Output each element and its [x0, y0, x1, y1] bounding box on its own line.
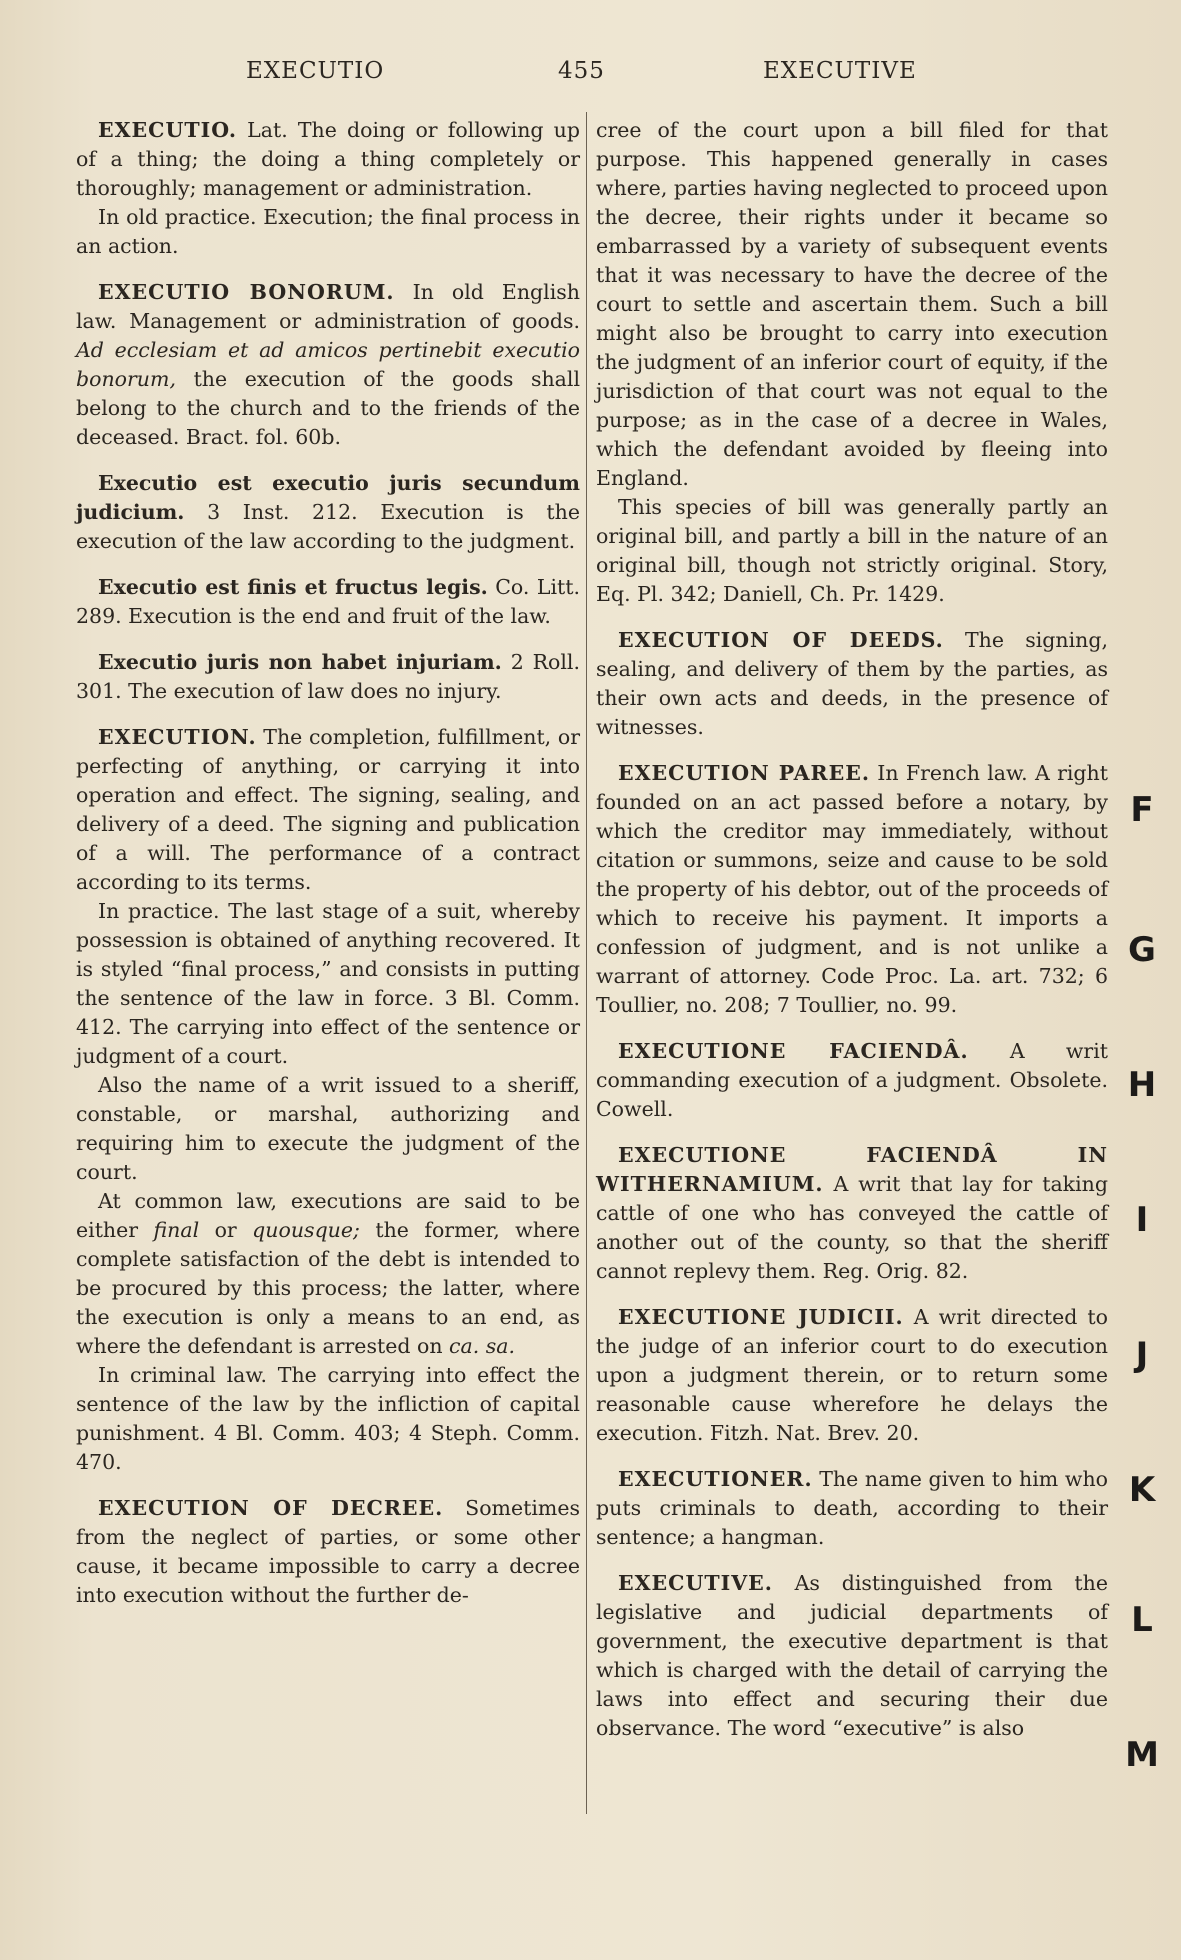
definition-paragraph-common-law — [76, 1187, 580, 1361]
maxim: Executio est finis et fructus legis. — [98, 575, 488, 599]
maxim: Executio juris non habet injuriam. — [98, 650, 502, 674]
latin-phrase: Ad ecclesiam et ad amicos pertinebit executio bonorum, — [76, 338, 580, 391]
definition: Sometimes from the neglect of parties, or some other cause, it became impossible to carry a decree into execution without the further de- — [76, 1496, 580, 1607]
latin-term: final — [153, 1218, 200, 1242]
definition: The signing, sealing, and delivery of them by the parties, as their own acts and deeds, in the presence of witnesses. — [596, 628, 1108, 739]
entry-execution — [76, 723, 580, 1477]
definition: The completion, fulfillment, or perfecting of anything, or carrying it into operation and effect. The signing, sealing, and delivery of a deed. The signing and publication of a will. The performance of a contract according to its terms. — [76, 725, 580, 894]
entry-execution-of-decree-continued — [596, 116, 1108, 609]
definition-paragraph: In criminal law. The carrying into effect the sentence of the law by the infliction of capital punishment. 4 Bl. Comm. 403; 4 Steph. Comm. 470. — [76, 1363, 580, 1474]
entry-executioner — [596, 1465, 1108, 1552]
definition-continued: the execution of the goods shall belong to the church and to the friends of the deceased. Bract. fol. 60b. — [76, 367, 580, 449]
thumb-index-letter[interactable]: H — [1127, 1065, 1157, 1105]
thumb-index-letter[interactable]: F — [1130, 790, 1154, 830]
maxim-translation: Co. Litt. 289. Execution is the end and fruit of the law. — [76, 575, 580, 628]
thumb-index-letter[interactable]: K — [1128, 1470, 1156, 1510]
thumb-index-letter[interactable]: M — [1125, 1735, 1159, 1775]
entry-execution-paree — [596, 759, 1108, 1020]
definition: In French law. A right founded on an act passed before a notary, by which the creditor may immediately, without citation or summons, seize and cause to be sold the property of his debtor, out of the proceeds of which to receive his payment. It imports a confession of judgment, and is not unlike a warrant of attorney. Code Proc. La. art. 732; 6 Toullier, no. 208; 7 Toullier, no. 99. — [596, 761, 1109, 1017]
definition: A writ directed to the judge of an inferior court to do execution upon a judgment therein, or to return some reasonable cause wherefore he delays the execution. Fitzh. Nat. Brev. 20. — [596, 1305, 1108, 1445]
headword: EXECUTIO. — [98, 118, 237, 142]
headword: EXECUTION OF DECREE. — [98, 1496, 444, 1520]
entry-execution-of-deeds — [596, 626, 1108, 742]
headword: EXECUTIVE. — [618, 1571, 773, 1595]
column-divider — [586, 112, 587, 1814]
headword: EXECUTIONE JUDICII. — [618, 1305, 904, 1329]
headword: EXECUTION. — [98, 725, 257, 749]
maxim-translation: 2 Roll. 301. The execution of law does no injury. — [76, 650, 581, 703]
headword: EXECUTIONE FACIENDÂ. — [618, 1039, 969, 1063]
thumb-index-letter[interactable]: L — [1131, 1600, 1153, 1640]
thumb-index-letter[interactable]: G — [1128, 930, 1156, 970]
running-header — [0, 58, 1181, 94]
definition-continued: cree of the court upon a bill filed for that purpose. This happened generally in cases where, parties having neglected to proceed upon the decree, their rights under it became so embarrassed by a variety of subsequent events that it was necessary to have the decree of the court to settle and ascertain them. Such a bill might also be brought to carry into execution the judgment of an inferior court of equity, if the jurisdiction of that court was not equal to the purpose; as in the case of a decree in Wales, which the defendant avoided by fleeing into England. — [596, 118, 1108, 490]
headword: EXECUTIONER. — [618, 1467, 813, 1491]
text-run: the former, where complete satisfaction of the debt is intended to be procured by this process; the latter, where the execution is only a means to an end, as where the defendant is arrested on — [76, 1218, 580, 1358]
definition: The name given to him who puts criminals to death, according to their sentence; a hangman. — [596, 1467, 1108, 1549]
entry-executive — [596, 1569, 1108, 1743]
entry-maxim-1 — [76, 469, 580, 556]
latin-term: quousque; — [252, 1218, 360, 1242]
thumb-index-letter[interactable]: J — [1135, 1335, 1149, 1375]
definition-paragraph: Also the name of a writ issued to a sheriff, constable, or marshal, authorizing and requiring him to execute the judgment of the court. — [76, 1073, 580, 1184]
entry-executio-bonorum — [76, 278, 580, 452]
headword: EXECUTION PAREE. — [618, 761, 870, 785]
header-left-guide-word: EXECUTIO — [246, 58, 385, 84]
definition: A writ that lay for taking cattle of one who has conveyed the cattle of another out of the county, so that the sheriff cannot replevy them. Reg. Orig. 82. — [596, 1172, 1108, 1283]
thumb-index-letter[interactable]: I — [1135, 1200, 1149, 1240]
maxim: Executio est executio juris secundum judicium. — [76, 471, 580, 524]
headword: EXECUTIO BONORUM. — [98, 280, 395, 304]
entry-executione-judicii — [596, 1303, 1108, 1448]
entry-maxim-2 — [76, 573, 580, 631]
right-column — [596, 116, 1108, 1760]
entry-executio — [76, 116, 580, 261]
entry-executione-facienda-in-withernamium — [596, 1141, 1108, 1286]
entry-execution-of-decree — [76, 1494, 580, 1610]
maxim-translation: 3 Inst. 212. Execution is the execution of the law according to the judgment. — [76, 500, 580, 553]
latin-term: ca. sa. — [449, 1334, 516, 1358]
definition-paragraph: In practice. The last stage of a suit, whereby possession is obtained of anything recovered. It is styled “final process,” and consists in putting the sentence of the law in force. 3 Bl. Comm. 412. The carrying into effect of the sentence or judgment of a court. — [76, 899, 580, 1068]
definition: Lat. The doing or following up of a thing; the doing a thing completely or thoroughly; management or administration. — [76, 118, 580, 200]
text-run: or — [199, 1218, 253, 1242]
definition: A writ commanding execution of a judgment. Obsolete. Cowell. — [596, 1039, 1108, 1121]
page-number: 455 — [558, 58, 605, 84]
definition-paragraph: This species of bill was generally partly an original bill, and partly a bill in the nature of an original bill, though not strictly original. Story, Eq. Pl. 342; Daniell, Ch. Pr. 1429. — [596, 495, 1108, 606]
entry-executione-facienda — [596, 1037, 1108, 1124]
entry-maxim-3 — [76, 648, 580, 706]
text-run: At common law, executions are said to be either — [76, 1189, 580, 1242]
definition: In old English law. Management or administration of goods. — [76, 280, 581, 333]
header-right-guide-word: EXECUTIVE — [763, 58, 917, 84]
definition: As distinguished from the legislative and judicial departments of government, the executive department is that which is charged with the detail of carrying the laws into effect and securing their due observance. The word “executive” is also — [596, 1571, 1108, 1740]
headword: EXECUTIONE FACIENDÂ IN WITHERNAMIUM. — [596, 1143, 1108, 1196]
left-column — [76, 116, 580, 1627]
headword: EXECUTION OF DEEDS. — [618, 628, 944, 652]
definition-paragraph: In old practice. Execution; the final process in an action. — [76, 205, 580, 258]
